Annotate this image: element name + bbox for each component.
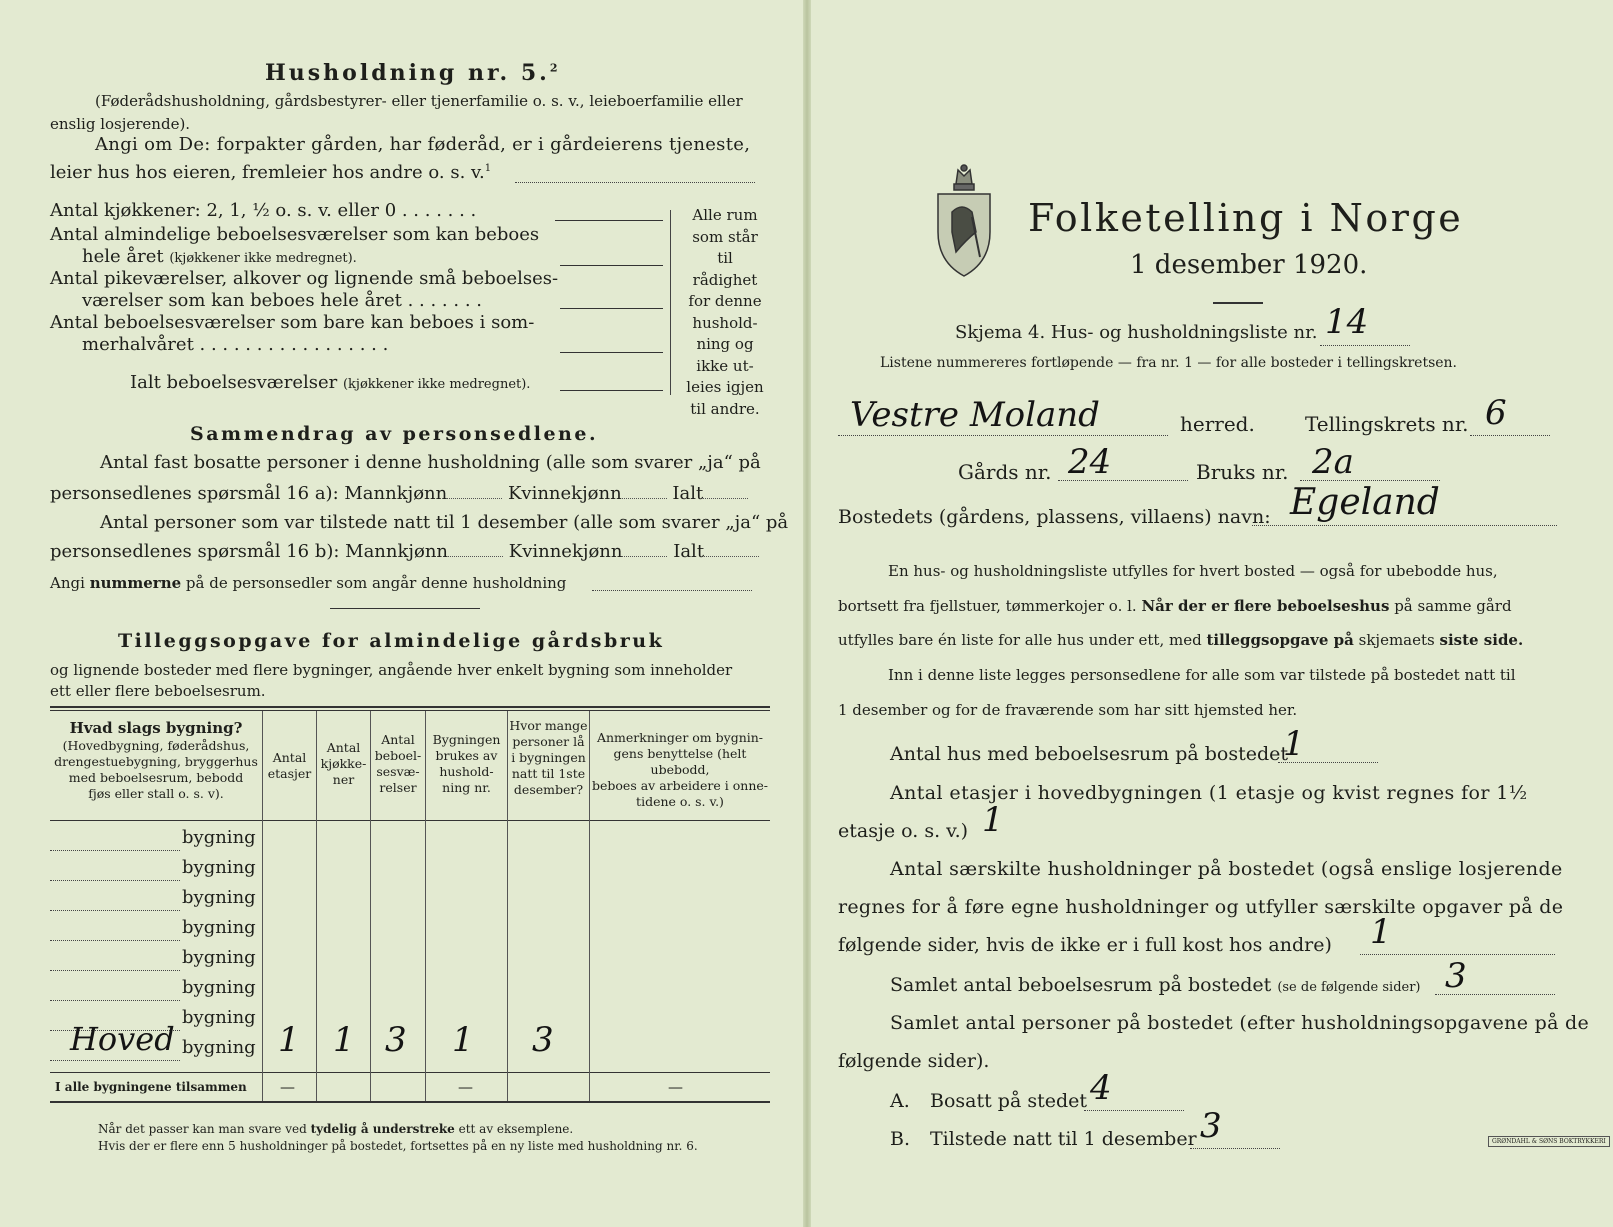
- answer-line-ordinary[interactable]: [560, 265, 663, 266]
- summary-angi-line[interactable]: [592, 590, 752, 591]
- q-etasjer-a: Antal etasjer i hovedbygningen (1 etasje og kvist regnes for 1½: [890, 782, 1528, 804]
- page-fold: [803, 0, 811, 1227]
- filled-personer[interactable]: 3: [532, 1020, 554, 1060]
- row-3-label: bygning: [182, 887, 256, 908]
- census-date: 1 desember 1920.: [1130, 250, 1368, 280]
- rooms-summer-a: Antal beboelsesværelser som bare kan beboes i som-: [50, 312, 535, 333]
- info-line-3: utfylles bare én liste for alle hus under ett, med tilleggsopgave på skjemaets siste side.: [838, 631, 1524, 649]
- th-etasjer: Antal etasjer: [267, 750, 312, 781]
- bruks-number[interactable]: 2a: [1312, 442, 1354, 482]
- summary-line-1: Antal fast bosatte personer i denne husholdning (alle som svarer „ja“ på: [100, 452, 761, 473]
- table-total-rule: [50, 1072, 770, 1073]
- list-number[interactable]: 14: [1325, 302, 1369, 342]
- tillegg-line-1: og lignende bosteder med flere bygninger, angående hver enkelt bygning som inneholder: [50, 661, 733, 679]
- summary-line-2: personsedlenes spørsmål 16 a): Mannkjønn Kvinnekjønn Ialt: [50, 483, 748, 504]
- filled-building-type[interactable]: Hoved: [70, 1020, 175, 1058]
- footnote-1: Når det passer kan man svare ved tydelig å understreke ett av eksemplene.: [98, 1122, 574, 1136]
- total-dash-husholdning: —: [458, 1078, 473, 1096]
- rooms-ordinary-b: hele året (kjøkkener ikke medregnet).: [82, 246, 357, 267]
- q-tilstede: Tilstede natt til 1 desember: [930, 1128, 1197, 1150]
- total-dash-etasjer: —: [280, 1078, 295, 1096]
- q-etasjer-b: etasje o. s. v.): [838, 820, 969, 842]
- a-beboelsesrum[interactable]: 3: [1445, 956, 1467, 996]
- listene-note: Listene nummereres fortløpende — fra nr. 1 — for alle bosteder i tellingskretsen.: [880, 355, 1458, 371]
- tillegg-heading: Tilleggsopgave for almindelige gårdsbruk: [118, 630, 665, 652]
- row-2-label: bygning: [182, 857, 256, 878]
- angi-line-1: Angi om De: forpakter gården, har føderåd, er i gårdeierens tjeneste,: [95, 134, 751, 155]
- household-title: Husholdning nr. 5.$^2$: [265, 60, 561, 86]
- footnote-2: Hvis der er flere enn 5 husholdninger på bostedet, fortsettes på en ny liste med husholdning nr. 6.: [98, 1139, 698, 1153]
- a-houses[interactable]: 1: [1283, 724, 1305, 764]
- skjema-line: Skjema 4. Hus- og husholdningsliste nr.: [955, 322, 1318, 343]
- herred-label: herred.: [1180, 412, 1255, 436]
- q-houses: Antal hus med beboelsesrum på bostedet: [890, 743, 1289, 765]
- printer-stamp: GRØNDAHL & SØNS BOKTRYKKERI: [1488, 1136, 1610, 1147]
- row-3-line[interactable]: [50, 910, 180, 911]
- q-personer-b: følgende sider).: [838, 1050, 990, 1072]
- angi-answer-line[interactable]: [515, 182, 755, 183]
- row-4-line[interactable]: [50, 940, 180, 941]
- row-4-label: bygning: [182, 917, 256, 938]
- q-husholdninger-b: regnes for å føre egne husholdninger og utfyller særskilte opgaver på de: [838, 896, 1564, 918]
- gards-line: [1058, 480, 1188, 481]
- rooms-ordinary-a: Antal almindelige beboelsesværelser som kan beboes: [50, 224, 540, 245]
- table-bottom-rule: [50, 1101, 770, 1103]
- summary-angi: Angi nummerne på de personsedler som angår denne husholdning: [50, 574, 567, 592]
- rooms-total: Ialt beboelsesværelser (kjøkkener ikke medregnet).: [130, 372, 531, 393]
- census-title: Folketelling i Norge: [1028, 196, 1464, 240]
- a-bosatt-line: [1084, 1110, 1184, 1111]
- rooms-small-b: værelser som kan beboes hele året . . . . . . .: [82, 290, 482, 311]
- title-rule: [1213, 302, 1263, 304]
- tellingskrets-line: [1470, 435, 1550, 436]
- answer-line-summer[interactable]: [560, 352, 663, 353]
- row-7-label: bygning: [182, 1007, 256, 1028]
- tillegg-line-2: ett eller flere beboelsesrum.: [50, 682, 266, 700]
- th-personer: Hvor mange personer lå i bygningen natt til 1ste desember?: [509, 718, 588, 797]
- q-husholdninger-a: Antal særskilte husholdninger på bostedet (også enslige losjerende: [890, 858, 1563, 880]
- q-husholdninger-c: følgende sider, hvis de ikke er i full kost hos andre): [838, 934, 1332, 956]
- herred-line: [838, 435, 1168, 436]
- row-2-line[interactable]: [50, 880, 180, 881]
- q-tilstede-letter: B.: [890, 1128, 911, 1150]
- a-husholdninger-line: [1360, 954, 1555, 955]
- filled-husholdning[interactable]: 1: [452, 1020, 474, 1060]
- intro-line-2: enslig losjerende).: [50, 115, 191, 133]
- q-personer-a: Samlet antal personer på bostedet (efter husholdningsopgavene på de: [890, 1012, 1590, 1034]
- row-8-label: bygning: [182, 1037, 256, 1058]
- th-building-type: Hvad slags bygning? (Hovedbygning, føderådshus, drengestuebygning, bryggerhus med beboelsesrum, bebodd fjøs eller stall o. s. v).: [54, 719, 258, 801]
- answer-line-kitchens[interactable]: [555, 220, 663, 221]
- row-5-label: bygning: [182, 947, 256, 968]
- row-8-line[interactable]: [50, 1060, 180, 1061]
- bosted-label: Bostedets (gårdens, plassens, villaens) navn:: [838, 506, 1271, 528]
- answer-line-small[interactable]: [560, 308, 663, 309]
- gards-number[interactable]: 24: [1068, 442, 1112, 482]
- rooms-side-note: Alle rum som står til rådighet for denne hushold- ning og ikke ut- leies igjen til andre.: [686, 206, 764, 418]
- row-1-label: bygning: [182, 827, 256, 848]
- summary-line-3: Antal personer som var tilstede natt til 1 desember (alle som svarer „ja“ på: [100, 512, 789, 533]
- a-etasjer[interactable]: 1: [982, 800, 1004, 840]
- th-kjokkener: Antal kjøkke- ner: [320, 740, 367, 787]
- tellingskrets-label: Tellingskrets nr.: [1305, 412, 1469, 436]
- a-beboelsesrum-line: [1435, 994, 1555, 995]
- bruks-label: Bruks nr.: [1196, 460, 1289, 484]
- total-row-label: I alle bygningene tilsammen: [55, 1080, 247, 1094]
- th-vaerelser: Antal beboel- sesvæ- relser: [374, 732, 422, 795]
- info-line-1: En hus- og husholdningsliste utfylles for hvert bosted — også for ubebodde hus,: [888, 562, 1498, 580]
- list-number-line: [1320, 345, 1410, 346]
- table-top-rule: [50, 706, 770, 708]
- summary-line-4: personsedlenes spørsmål 16 b): Mannkjønn Kvinnekjønn Ialt: [50, 541, 759, 562]
- a-tilstede-line: [1190, 1148, 1280, 1149]
- total-dash-anmerkninger: —: [668, 1078, 683, 1096]
- table-header-rule: [50, 820, 770, 821]
- intro-line-1: (Føderådshusholdning, gårdsbestyrer- eller tjenerfamilie o. s. v., leieboerfamilie eller: [95, 92, 743, 110]
- rooms-small-a: Antal pikeværelser, alkover og lignende små beboelses-: [50, 268, 559, 289]
- brace: [670, 210, 671, 395]
- a-bosatt[interactable]: 4: [1090, 1068, 1112, 1108]
- info-line-5: 1 desember og for de fraværende som har sitt hjemsted her.: [838, 701, 1298, 719]
- row-1-line[interactable]: [50, 850, 180, 851]
- tellingskrets-number[interactable]: 6: [1485, 393, 1507, 433]
- table-top-rule-2: [50, 710, 770, 711]
- herred-name[interactable]: Vestre Moland: [850, 395, 1100, 435]
- rooms-kitchens: Antal kjøkkener: 2, 1, ½ o. s. v. eller 0 . . . . . . .: [50, 200, 477, 221]
- info-line-2: bortsett fra fjellstuer, tømmerkojer o. l. Når der er flere beboelseshus på samme gård: [838, 597, 1512, 615]
- angi-line-2: leier hus hos eieren, fremleier hos andre o. s. v.$^1$: [50, 162, 492, 183]
- q-beboelsesrum: Samlet antal beboelsesrum på bostedet (se de følgende sider): [890, 974, 1421, 996]
- th-anmerkninger: Anmerkninger om bygnin- gens benyttelse (helt ubebodd, beboes av arbeidere i onne- tidene o. s. v.): [592, 730, 768, 809]
- a-houses-line: [1278, 762, 1378, 763]
- gards-label: Gårds nr.: [958, 460, 1052, 484]
- summary-heading: Sammendrag av personsedlene.: [190, 423, 599, 445]
- bosted-line: [1252, 525, 1557, 526]
- q-bosatt: Bosatt på stedet: [930, 1090, 1087, 1112]
- a-tilstede[interactable]: 3: [1200, 1106, 1222, 1146]
- th-husholdning: Bygningen brukes av hushold- ning nr.: [432, 732, 501, 795]
- separator: [330, 608, 480, 609]
- q-bosatt-letter: A.: [890, 1090, 910, 1112]
- filled-kjokkener[interactable]: 1: [333, 1020, 355, 1060]
- coat-of-arms-icon: [932, 162, 996, 280]
- row-6-label: bygning: [182, 977, 256, 998]
- rooms-summer-b: merhalvåret . . . . . . . . . . . . . . . . .: [82, 334, 389, 355]
- filled-vaerelser[interactable]: 3: [385, 1020, 407, 1060]
- a-husholdninger[interactable]: 1: [1370, 912, 1392, 952]
- bruks-line: [1300, 480, 1440, 481]
- row-6-line[interactable]: [50, 1000, 180, 1001]
- filled-etasjer[interactable]: 1: [278, 1020, 300, 1060]
- answer-line-total[interactable]: [560, 390, 663, 391]
- info-line-4: Inn i denne liste legges personsedlene for alle som var tilstede på bostedet natt til: [888, 666, 1516, 684]
- bosted-name[interactable]: Egeland: [1290, 482, 1440, 523]
- row-5-line[interactable]: [50, 970, 180, 971]
